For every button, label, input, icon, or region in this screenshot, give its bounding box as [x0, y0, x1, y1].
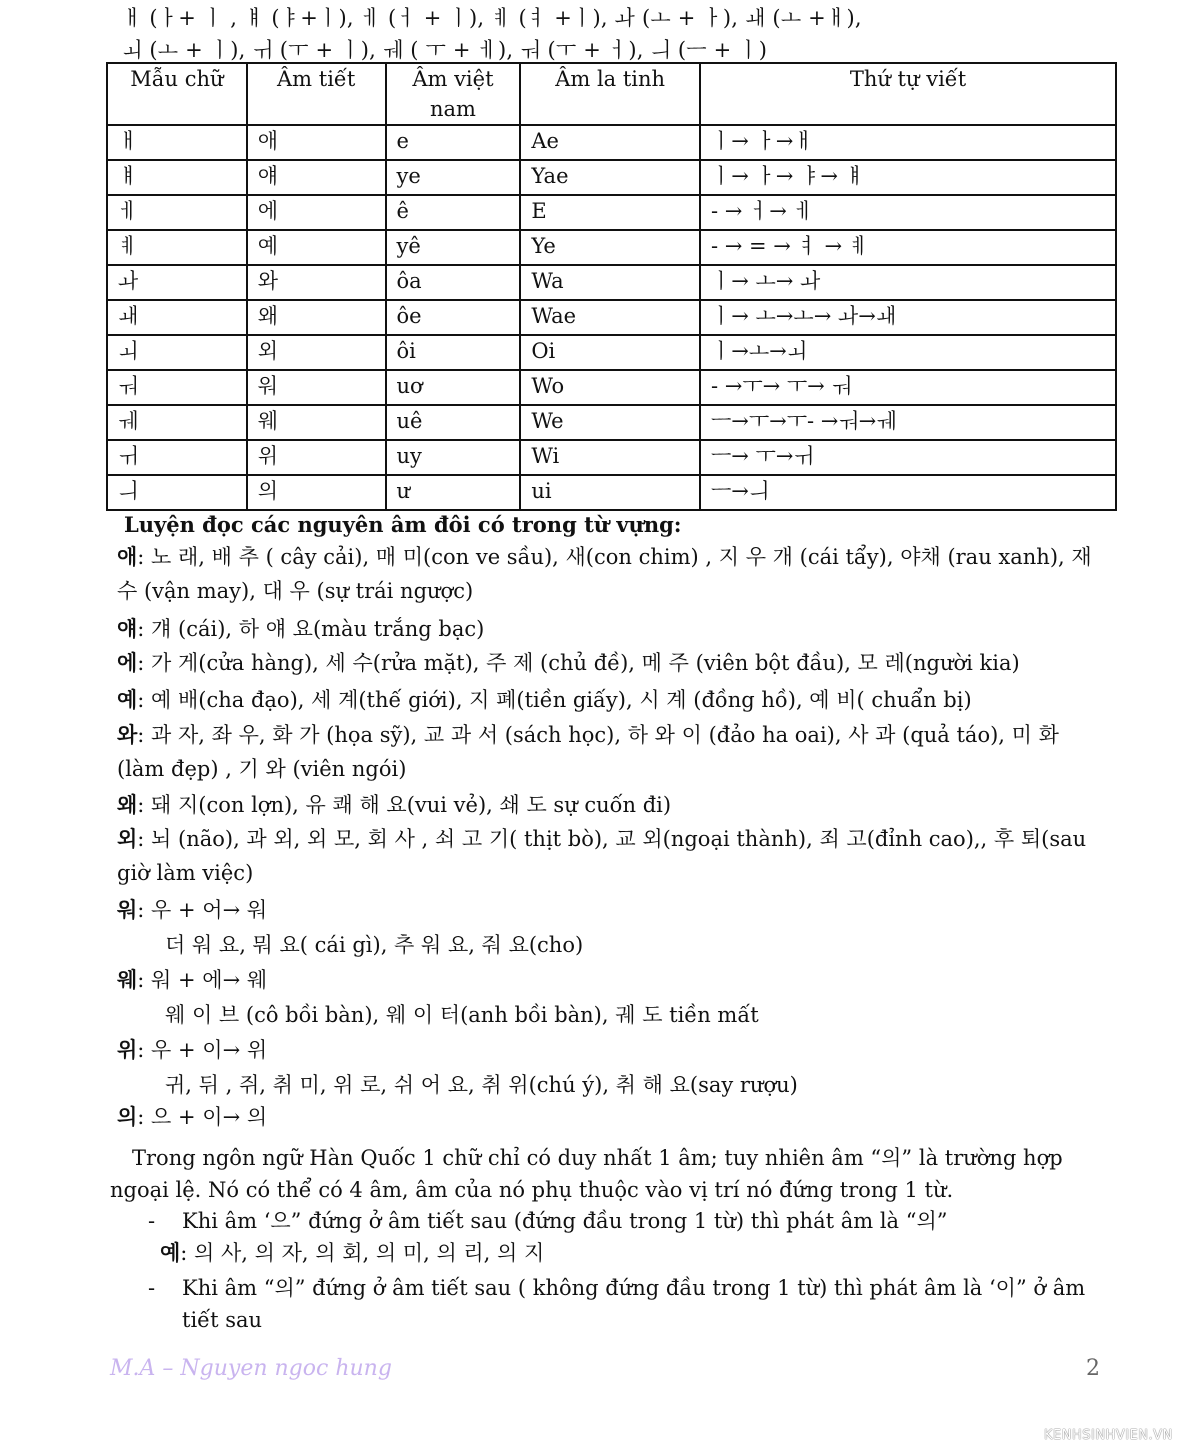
cell-thu-tu-viet: - →ㅜ→ ㅜ→ ㅝ: [700, 370, 1116, 405]
practice-label: 예: [117, 688, 138, 712]
practice-label: 에: [117, 651, 138, 675]
cell-am-viet-nam: uy: [386, 440, 521, 475]
cell-am-viet-nam: uơ: [386, 370, 521, 405]
cell-am-viet-nam: ê: [386, 195, 521, 230]
table-row: [107, 125, 1116, 160]
cell-am-tiet: 예: [247, 230, 386, 265]
practice-label: 위: [117, 1038, 138, 1062]
practice-text: 웨 이 브 (cô bồi bàn), 웨 이 터(anh bồi bàn), 궤 도 tiền mất: [165, 1003, 759, 1027]
cell-mau-chu: ㅢ: [107, 475, 247, 510]
practice-label: 웨: [117, 968, 138, 992]
vowel-table: [106, 62, 1117, 511]
header-mau-chu: Mẫu chữ: [107, 63, 247, 125]
cell-mau-chu: ㅝ: [107, 370, 247, 405]
practice-text: : 과 자, 좌 우, 화 가 (họa sỹ), 교 과 서 (sách học), 하 와 이 (đảo ha oai), 사 과 (quả táo), 미 화 (làm đẹp) , 기 와 (viên ngói): [117, 723, 1059, 781]
formula-line-2: ㅚ (ㅗ + ㅣ), ㅟ (ㅜ + ㅣ), ㅞ ( ㅜ + ㅔ), ㅝ (ㅜ + ㅓ), ㅢ (ㅡ + ㅣ): [122, 38, 768, 62]
cell-am-tiet: 위: [247, 440, 386, 475]
footer-page-number: 2: [1086, 1356, 1100, 1381]
cell-am-la-tinh: ui: [520, 475, 700, 510]
practice-text: : 우 + 이→ 위: [137, 1038, 268, 1062]
table-row: [107, 300, 1116, 335]
table-row: [107, 265, 1116, 300]
practice-label: 워: [117, 898, 138, 922]
practice-line: [117, 683, 1104, 717]
cell-am-la-tinh: Ye: [520, 230, 700, 265]
table-body: [107, 125, 1116, 510]
practice-line: [117, 963, 1104, 997]
cell-mau-chu: ㅐ: [107, 125, 247, 160]
header-am-tiet: Âm tiết: [247, 63, 386, 125]
table-row: [107, 230, 1116, 265]
practice-text: : 돼 지(con lợn), 유 쾌 해 요(vui vẻ), 쇄 도 sự cuốn đi): [137, 793, 672, 817]
cell-am-viet-nam: ư: [386, 475, 521, 510]
header-am-la-tinh: Âm la tinh: [520, 63, 700, 125]
practice-label: 얘: [117, 617, 138, 641]
practice-text: 더 워 요, 뭐 요( cái gì), 추 워 요, 줘 요(cho): [165, 933, 584, 957]
practice-text: : 뇌 (não), 과 외, 외 모, 회 사 , 쇠 고 기( thịt bò), 교 외(ngoại thành), 죄 고(đỉnh cao),, 후 퇴(sau giờ làm việc): [117, 827, 1087, 885]
practice-line: [117, 718, 1104, 786]
cell-am-la-tinh: Oi: [520, 335, 700, 370]
practice-heading: Luyện đọc các nguyên âm đôi có trong từ vựng:: [124, 512, 682, 537]
cell-mau-chu: ㅙ: [107, 300, 247, 335]
cell-am-viet-nam: ye: [386, 160, 521, 195]
cell-am-tiet: 의: [247, 475, 386, 510]
example-text: : 의 사, 의 자, 의 회, 의 미, 의 리, 의 지: [180, 1241, 545, 1265]
cell-thu-tu-viet: ㅣ→ ㅗ→ ㅘ: [700, 265, 1116, 300]
cell-thu-tu-viet: ㅣ→ ㅏ→ㅐ: [700, 125, 1116, 160]
practice-label: 애: [117, 545, 138, 569]
practice-line: [117, 928, 1104, 962]
practice-line: [117, 788, 1104, 822]
footer-author: M.A – Nguyen ngoc hung: [110, 1356, 392, 1381]
cell-am-viet-nam: ôi: [386, 335, 521, 370]
practice-line: [117, 540, 1104, 608]
cell-am-viet-nam: ôa: [386, 265, 521, 300]
bullet-text: Khi âm “의” đứng ở âm tiết sau ( không đứng đầu trong 1 từ) thì phát âm là ‘이” ở âm tiết sau: [182, 1276, 1086, 1332]
table-row: [107, 405, 1116, 440]
bullet-dash: -: [148, 1209, 156, 1233]
practice-text: : 걔 (cái), 하 얘 요(màu trắng bạc): [137, 617, 485, 641]
practice-line: [117, 612, 1104, 646]
bullet-dash: -: [148, 1276, 156, 1300]
header-thu-tu-viet: Thứ tự viết: [700, 63, 1116, 125]
practice-line: [117, 893, 1104, 927]
practice-label: 의: [117, 1105, 138, 1129]
note-bullet-1: [148, 1205, 1100, 1237]
cell-am-tiet: 웨: [247, 405, 386, 440]
cell-thu-tu-viet: - → ㅓ→ ㅔ: [700, 195, 1116, 230]
cell-am-viet-nam: uê: [386, 405, 521, 440]
cell-thu-tu-viet: - → = → ㅕ → ㅖ: [700, 230, 1116, 265]
cell-mau-chu: ㅚ: [107, 335, 247, 370]
cell-am-la-tinh: Wa: [520, 265, 700, 300]
table-row: [107, 160, 1116, 195]
watermark: KENHSINHVIEN.VN: [1044, 1428, 1173, 1443]
table-row: [107, 475, 1116, 510]
practice-line: [117, 998, 1104, 1032]
cell-am-la-tinh: E: [520, 195, 700, 230]
practice-line: [117, 1033, 1104, 1067]
practice-label: 와: [117, 723, 138, 747]
cell-am-tiet: 워: [247, 370, 386, 405]
table-row: [107, 195, 1116, 230]
example-label: 예: [160, 1241, 181, 1265]
cell-am-la-tinh: Ae: [520, 125, 700, 160]
practice-label: 외: [117, 827, 138, 851]
header-am-viet-nam: Âm việt nam: [386, 63, 521, 125]
cell-mau-chu: ㅘ: [107, 265, 247, 300]
practice-text: : 예 배(cha đạo), 세 계(thế giới), 지 폐(tiền giấy), 시 계 (đồng hồ), 예 비( chuẩn bị): [137, 688, 972, 712]
note-paragraph: Trong ngôn ngữ Hàn Quốc 1 chữ chỉ có duy nhất 1 âm; tuy nhiên âm “의” là trường hợp ngoại lệ. Nó có thể có 4 âm, âm của nó phụ thuộc vào vị trí nó đứng trong 1 từ.: [110, 1146, 1063, 1202]
practice-text: : 으 + 이→ 의: [137, 1105, 268, 1129]
table-row: [107, 440, 1116, 475]
cell-thu-tu-viet: ㅣ→ ㅏ→ ㅑ→ ㅒ: [700, 160, 1116, 195]
note-example: [160, 1237, 544, 1269]
practice-line: [117, 1100, 1104, 1134]
practice-text: : 우 + 어→ 워: [137, 898, 268, 922]
cell-mau-chu: ㅟ: [107, 440, 247, 475]
table-row: [107, 335, 1116, 370]
practice-line: [117, 1068, 1104, 1102]
practice-label: 왜: [117, 793, 138, 817]
cell-thu-tu-viet: ㅡ→ㅢ: [700, 475, 1116, 510]
table-row: [107, 370, 1116, 405]
cell-am-la-tinh: Yae: [520, 160, 700, 195]
cell-am-la-tinh: Wi: [520, 440, 700, 475]
cell-am-tiet: 와: [247, 265, 386, 300]
cell-mau-chu: ㅖ: [107, 230, 247, 265]
cell-am-viet-nam: yê: [386, 230, 521, 265]
practice-text: : 노 래, 배 추 ( cây cải), 매 미(con ve sầu), 새(con chim) , 지 우 개 (cái tẩy), 야채 (rau xanh), 재 수 (vận may), 대 우 (sự trái ngược): [117, 545, 1092, 603]
cell-mau-chu: ㅔ: [107, 195, 247, 230]
practice-text: : 워 + 에→ 웨: [137, 968, 268, 992]
cell-am-tiet: 외: [247, 335, 386, 370]
practice-line: [117, 646, 1104, 680]
cell-am-tiet: 얘: [247, 160, 386, 195]
cell-am-tiet: 에: [247, 195, 386, 230]
bullet-text: Khi âm ‘으” đứng ở âm tiết sau (đứng đầu trong 1 từ) thì phát âm là “의”: [182, 1209, 948, 1233]
note-bullet-2: [148, 1272, 1100, 1336]
practice-line: [117, 822, 1104, 890]
cell-am-la-tinh: Wo: [520, 370, 700, 405]
cell-am-tiet: 애: [247, 125, 386, 160]
cell-thu-tu-viet: ㅡ→ㅜ→ㅜ- →ㅝ→ㅞ: [700, 405, 1116, 440]
cell-mau-chu: ㅒ: [107, 160, 247, 195]
cell-thu-tu-viet: ㅡ→ ㅜ→ㅟ: [700, 440, 1116, 475]
cell-am-la-tinh: We: [520, 405, 700, 440]
cell-am-tiet: 왜: [247, 300, 386, 335]
practice-text: 귀, 뒤 , 쥐, 취 미, 위 로, 쉬 어 요, 취 위(chú ý), 취 해 요(say rượu): [165, 1073, 798, 1097]
cell-mau-chu: ㅞ: [107, 405, 247, 440]
cell-am-viet-nam: ôe: [386, 300, 521, 335]
cell-am-la-tinh: Wae: [520, 300, 700, 335]
cell-thu-tu-viet: ㅣ→ㅗ→ㅚ: [700, 335, 1116, 370]
formula-line-1: ㅐ (ㅏ+ ㅣ , ㅒ (ㅑ+ㅣ), ㅔ (ㅓ + ㅣ), ㅖ (ㅕ +ㅣ), ㅘ (ㅗ + ㅏ), ㅙ (ㅗ +ㅐ),: [122, 6, 862, 30]
cell-am-viet-nam: e: [386, 125, 521, 160]
table-header-row: [107, 63, 1116, 125]
cell-thu-tu-viet: ㅣ→ ㅗ→ㅗ→ ㅘ→ㅙ: [700, 300, 1116, 335]
practice-text: : 가 게(cửa hàng), 세 수(rửa mặt), 주 제 (chủ đề), 메 주 (viên bột đầu), 모 레(người kia): [137, 651, 1020, 675]
